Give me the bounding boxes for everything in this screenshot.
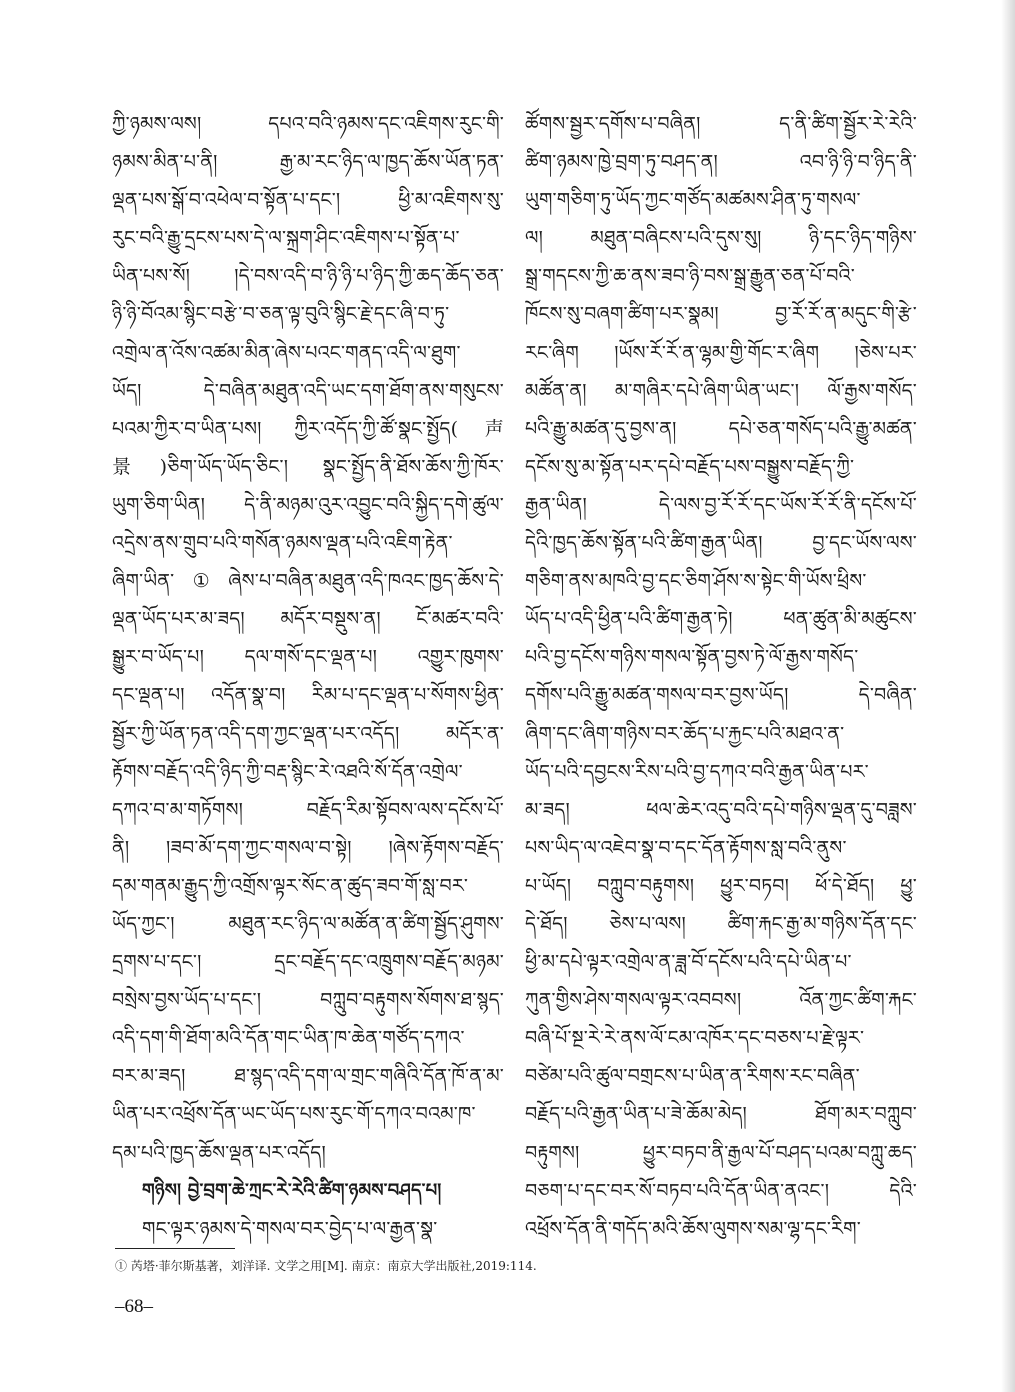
text-line: ཕྱི་མ་དཔེ་ལྟར་འགྲེལ་ན་ཟླ་བོ་དངོས་པའི་དཔེ་ཡིན་པ་ (525, 951, 852, 974)
text-line: བསྲེས་བྱས་ཡོད་པ་དང་། བཀླུབ་བརྟུགས་སོགས་ཐ་སྙད་ (112, 989, 504, 1012)
text-line: འདྲེས་ནས་གྲུབ་པའི་གསོན་ཉམས་ལྡན་པའི་འཇིག་རྟེན་ (112, 532, 453, 555)
text-line: འདི་དག་གི་ཐོག་མའི་དོན་གང་ཡིན་ཁ་ཆེན་གཙོད་དཀའ་ (112, 1027, 465, 1050)
text-line: ཀུན་གྱིས་ཤེས་གསལ་ལྟར་འབབས། འོན་ཀྱང་ཚིག་རྐང་ (525, 989, 917, 1012)
text-line: དམ་པའི་ཁྱད་ཆོས་ལྡན་པར་འདོད། (112, 1141, 326, 1164)
text-line: ཀྱི་ཉམས་ལས། དཔའ་བའི་ཉམས་དང་འཇིགས་རུང་གི་ (112, 113, 504, 135)
text-line: སྒྱུར་བ་ཡོད་པ། དལ་གསོ་དང་ལྡན་པ། འགྱུར་ཁུགས་ (112, 646, 504, 669)
text-line: ཡུག་ཅིག་ཡིན། དེ་ནི་མཉམ་འུར་འབྱུང་བའི་སྐྱིད་དགེ་ཚུལ་ (112, 493, 504, 516)
page-edge-shadow (1001, 0, 1015, 1392)
text-line: དང་ལྡན་པ། འདོན་སྣ་བ། རིམ་པ་དང་ལྡན་པ་སོགས་ཕྱིན་ (112, 684, 504, 707)
text-line: རུང་བའི་རྒྱུ་དྲངས་པས་དེ་ལ་སྐྲག་ཤིང་འཇིགས་པ་སྟོན་པ་ (112, 227, 460, 250)
text-line: དཀའ་བ་མ་གཏོགས། བརྗོད་རིམ་སྟོབས་ལས་དངོས་པོ་ (112, 798, 504, 821)
text-line: 景)ཅིག་ཡོད་ཡོད་ཅིང་། སྣང་སྤྱོད་ནི་ཐོས་ཆོས་ཀྱི་ཁོར་ (112, 455, 504, 478)
text-line: བཞི་པོ་སྔ་རེ་རེ་ནས་ལོ་ངམ་འཁོར་དང་བཅས་པ་རྗེ་ལྟར་ (525, 1027, 865, 1050)
left-text-column (112, 105, 504, 1248)
text-line: གང་ལྟར་ཉམས་དེ་གསལ་བར་བྱེད་པ་ལ་རྒྱན་སྣ་ (142, 1217, 438, 1240)
text-line: པ་ཡོད། བཀླུབ་བརྟུགས། ཕྱུར་བཏབ། ཕོ་དེ་ཐོད། ཕྱུ་ (525, 874, 917, 897)
text-line: བར་མ་ཟད། ཐ་སྙད་འདི་དག་ལ་གྲང་གཞིའི་དོན་ཁོ་ན་མ་ (112, 1065, 504, 1088)
text-line: དངོས་སུ་མ་སྟོན་པར་དཔེ་བརྗོད་པས་བསྒྱུས་བརྗོད་ཀྱི་ (525, 455, 855, 478)
text-line: ནི། །ཟབ་མོ་དག་ཀྱང་གསལ་བ་སྟེ། །ཞེས་རྟོགས་བརྗོད་ (112, 836, 504, 859)
right-text-column (525, 105, 917, 1248)
text-line: མ་ཟད། ཕལ་ཆེར་འདུ་བའི་དཔེ་གཉིས་ལྡན་དུ་བཟླས་ (525, 798, 917, 821)
page-number: –68– (115, 1296, 153, 1317)
footnote: ① 芮塔·菲尔斯基著，刘洋译. 文学之用[M]. 南京：南京大学出版社,2019:114. (115, 1259, 537, 1273)
text-line: གཅིག་ནས་མཁའི་བྱ་དང་ཅིག་ཤོས་ས་སྟེང་གི་ཡོས་ཕྲིས་ (525, 570, 867, 593)
text-line: རྒྱན་ཡིན། དེ་ལས་བྱ་རོ་རོ་དང་ཡོས་རོ་རོ་ནི་དངོས་པོ་ (525, 493, 917, 516)
text-line: ཚོགས་སྦྱར་དགོས་པ་བཞིན། ད་ནི་ཚིག་སྦྱོར་རེ་རེའི་ (525, 113, 917, 135)
text-line: ཡོད་པ་འདི་ཕྱིན་པའི་ཚིག་རྒྱན་ཏེ། ཕན་ཚུན་མི་མཚུངས་ (525, 608, 917, 631)
text-line: བརྗོད་པའི་རྒྱན་ཡིན་པ་ཟེ་ཆོམ་མེད། ཐོག་མར་བཀླུབ་ (525, 1103, 917, 1126)
text-line: ཚིག་ཉམས་ཁྱེ་བྲག་ཏུ་བཤད་ན། འབ་ཉི་ཉི་བ་ཉིད་ནི་ (525, 151, 917, 174)
text-line: བཙེམ་པའི་ཚུལ་བགྲངས་པ་ཡིན་ན་རིགས་རང་བཞིན་ (525, 1065, 860, 1088)
text-line: བཅག་པ་དང་བར་སོ་བཏབ་པའི་དོན་ཡིན་ནའང་། དེའི་ (525, 1179, 917, 1202)
text-line: དགོས་པའི་རྒྱུ་མཚན་གསལ་བར་བྱས་ཡོད། དེ་བཞིན་ (525, 684, 917, 707)
text-line: པའི་རྒྱུ་མཚན་དུ་བྱས་ན། དཔེ་ཅན་གསོད་པའི་རྒྱུ་མཚན་ (525, 417, 917, 440)
footnote-divider (115, 1248, 235, 1249)
text-line: མཚོན་ན། མ་གཞིར་དཔེ་ཞིག་ཡིན་ཡང་། ལོ་རྒྱས་གསོད་ (525, 379, 917, 402)
text-line: དེ་ཐོད། ཅེས་པ་ལས། ཚིག་རྐང་རྒྱ་མ་གཉིས་དོན་དང་ (525, 912, 917, 935)
text-line: ཡོད། དེ་བཞིན་མཐུན་འདི་ཡང་དག་ཐོག་ནས་གསུངས་ (112, 379, 504, 402)
text-line: ཉམས་མིན་པ་ནི། རྒྱ་མ་རང་ཉིད་ལ་ཁྱད་ཆོས་ཡོན་ཏན་ (112, 151, 504, 174)
text-line: དམ་གནམ་རྒྱུད་ཀྱི་འགྲོས་ལྟར་སོང་ན་ཚུད་ཟབ་གོ་སླ་བར་ (112, 874, 469, 897)
text-line: ཞིག་དང་ཞིག་གཉིས་བར་ཆོད་པ་རྐྱང་པའི་མཐའ་ན་ (525, 722, 845, 745)
text-line: ཞིག་ཡིན་①ཞེས་པ་བཞིན་མཐུན་འདི་ཁའང་ཁྱད་ཆོས་དེ་ (112, 570, 504, 593)
text-line: ལྡན་པས་སྒོ་བ་འཕེལ་བ་སྟོན་པ་དང་། ཕྱི་མ་འཇིགས་སུ་ (112, 189, 504, 212)
text-line: པའམ་ཀྱིར་བ་ཡིན་པས། ཀྱིར་འདོད་ཀྱི་ཚོ་སྣང་སྤྱོད(声 (112, 417, 504, 440)
text-line: ཉི་ཉི་བོའམ་སྙིང་བརྩེ་བ་ཅན་ལྟ་བུའི་སྙིང་རྗེ་དང་ཞི་བ་ཏུ་ (112, 303, 450, 326)
text-line: འགྲེལ་ན་འོས་འཚམ་མིན་ཞེས་པའང་གནད་འདི་ལ་ཐུག་ (112, 341, 461, 364)
section-subheading: གཉིས། བྱེ་བྲག་ཆེ་ཀྲང་རེ་རེའི་ཚིག་ཉམས་བཤད་པ། (142, 1179, 442, 1201)
text-line: རང་ཞིག །ཡོས་རོ་རོ་ན་ལྷམ་གྱི་གོང་ར་ཞིག །ཅེས་པར་ (525, 341, 917, 364)
text-line: ཡོད་ཀྱང་། མཐུན་རང་ཉིད་ལ་མཚོན་ན་ཚིག་སྦྱོད་ཤུགས་ (112, 912, 504, 935)
text-line: ལྡན་ཡོད་པར་མ་ཟད། མདོར་བསྡུས་ན། ངོ་མཚར་བའི་ (112, 608, 504, 631)
text-line: ཡུག་གཅིག་ཏུ་ཡོད་ཀྱང་གཙོད་མཚམས་ཤིན་ཏུ་གསལ་ (525, 189, 861, 212)
text-line: ཡིན་པར་འཕྲོས་དོན་ཡང་ཡོད་པས་རུང་གོ་དཀའ་བའམ་ཁ་ (112, 1103, 476, 1126)
text-line: ཡོད་པའི་དབྱངས་རིས་པའི་བྱ་དཀའ་བའི་རྒྱན་ཡིན་པར་ (525, 760, 869, 783)
text-line: བརྟུགས། ཕྱུར་བཏབ་ནི་རྒྱལ་པོ་བཤད་པའམ་བཀླུ་ཆད་ (525, 1141, 917, 1164)
text-line: པའི་བྱ་དངོས་གཉིས་གསལ་སྟོན་བྱས་ཏེ་ལོ་རྒྱས་གསོད་ (525, 646, 859, 669)
text-line: ཡིན་པས་སོ། །དེ་བས་འདི་བ་ཉི་ཉི་པ་ཉིད་ཀྱི་ཆད་ཆོད་ཅན་ (112, 265, 504, 288)
text-line: དེའི་ཁྱད་ཆོས་སྟོན་པའི་ཚིག་རྒྱན་ཡིན། བྱ་དང་ཡོས་ལས་ (525, 532, 917, 555)
text-line: པས་ཡིད་ལ་འཇེབ་སྣ་བ་དང་དོན་རྟོགས་སླ་བའི་ནུས་ (525, 836, 847, 859)
text-line: འཕྲོས་དོན་ནི་གདོད་མའི་ཆོས་ལུགས་སམ་ལྷ་དང་རིག་ (525, 1217, 861, 1240)
text-line: དྲགས་པ་དང་། དྲང་བརྗོད་དང་འཁྲུགས་བརྗོད་མཉམ་ (112, 951, 504, 974)
text-line: སྒྲ་གདངས་ཀྱི་ཆ་ནས་ཟབ་ཉི་བས་སྒྲ་རྒྱུན་ཅན་པོ་བའི་ (525, 265, 856, 288)
text-line: སྦྱོར་ཀྱི་ཡོན་ཏན་འདི་དག་ཀྱང་ལྡན་པར་འདོད། མདོར་ན་ (112, 722, 504, 745)
text-line: རྟོགས་བརྗོད་འདི་ཉིད་ཀྱི་བརྡ་སྙིང་རེ་འཐའི་སོ་དོན་འགྲེལ་ (112, 760, 463, 783)
text-line: ལ། མཐུན་བཞིངས་པའི་དུས་སུ། ཉི་དང་ཉིད་གཉིས་ (525, 227, 917, 250)
text-line: ཁོངས་སུ་བཞག་ཚིག་པར་སྣམ། བྱ་རོ་རོ་ན་མདུང་གི་རྩེ་ (525, 303, 917, 326)
